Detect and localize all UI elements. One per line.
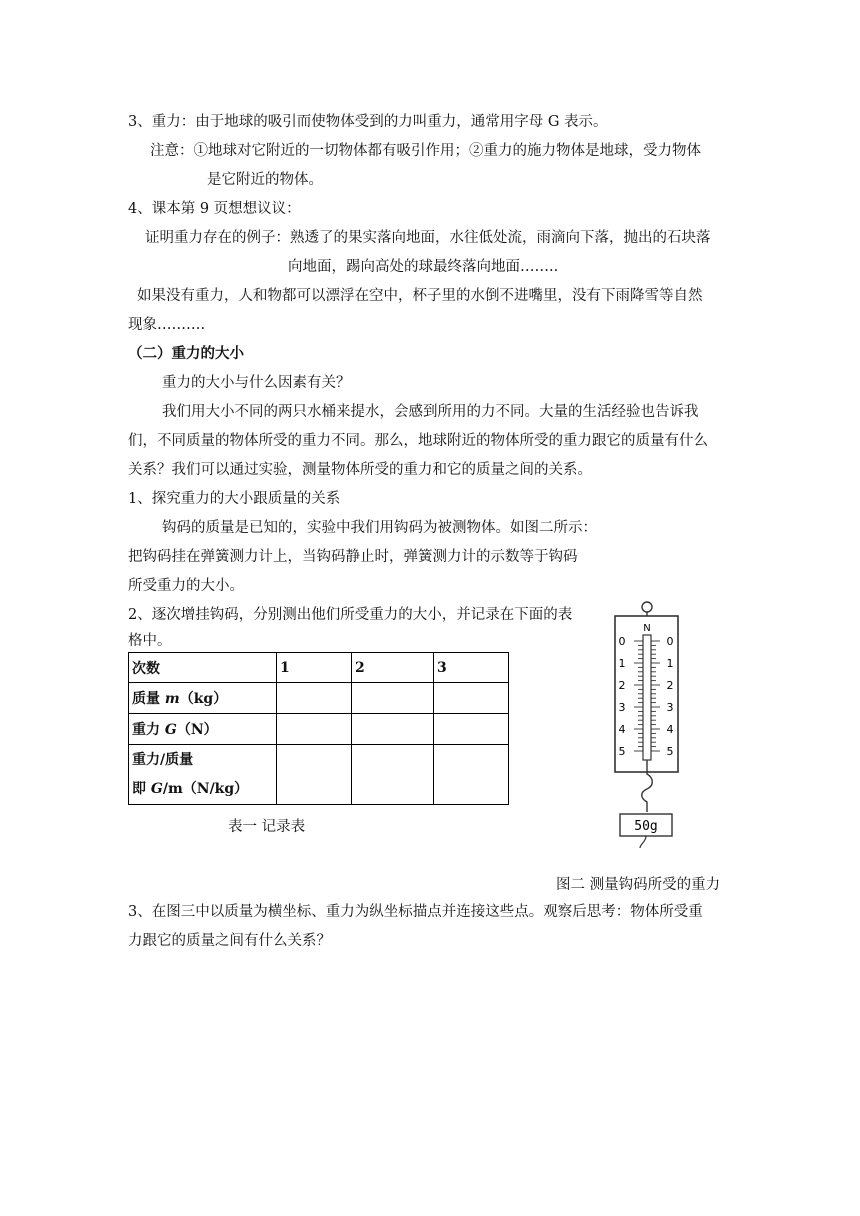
paragraph-step1: 1、探究重力的大小跟质量的关系 [128,491,341,507]
label-text: 重力/质量 [132,751,194,768]
paragraph-buckets: 我们用大小不同的两只水桶来提水，会感到所用的力不同。大量的生活经验也告诉我 [162,404,699,420]
paragraph-step3-cont: 力跟它的质量之间有什么关系？ [128,933,331,949]
tick-label: 1 [666,657,674,670]
weight-label: 50g [634,819,658,834]
paragraph-examples: 证明重力存在的例子：熟透了的果实落向地面，水往低处流，雨滴向下落，抛出的石块落 [145,230,711,246]
table-row-label [129,683,277,714]
paragraph-examples-cont: 向地面，踢向高处的球最终落向地面…….. [288,259,559,275]
table-cell[interactable] [352,714,434,745]
paragraph-step3: 3、在图三中以质量为横坐标、重力为纵坐标描点并连接这些点。观察后思考：物体所受重 [128,904,703,920]
table-cell[interactable] [434,683,509,714]
table-header-cell: 1 [277,653,352,683]
table-row [129,653,509,683]
label-text: 质量 [132,691,165,707]
table-header-cell: 3 [434,653,509,683]
tick-label: 5 [618,745,626,758]
figure-caption: 图二 测量钩码所受的重力 [556,877,721,893]
table-header-cell: 次数 [129,653,277,683]
tick-label: 2 [618,679,626,692]
paragraph-textbook-ref: 4、课本第 9 页想想议议： [128,201,301,217]
paragraph-step2: 2、逐次增挂钩码，分别测出他们所受重力的大小，并记录在下面的表 [128,607,573,623]
variable-g: G [164,722,177,738]
table-caption: 表一 记录表 [228,819,306,835]
unit-label: N [643,623,651,634]
table-row [129,683,509,714]
table-row-label [129,714,277,745]
unit-text: （N） [176,722,218,738]
table-cell[interactable] [277,683,352,714]
table-cell[interactable] [277,745,352,805]
table-row-label [129,745,277,805]
paragraph-buckets-cont2: 关系？我们可以通过实验，测量物体所受的重力和它的质量之间的关系。 [128,462,592,478]
label-text: 重力 [132,722,165,738]
label-prefix: 即 [132,780,151,797]
tick-label: 3 [618,701,626,714]
paragraph-question: 重力的大小与什么因素有关？ [162,375,351,391]
table-cell[interactable] [434,745,509,805]
variable-g: G [150,780,163,797]
section-heading: （二）重力的大小 [128,345,244,362]
table-header-cell: 2 [352,653,434,683]
paragraph-gravity-definition: 3、重力：由于地球的吸引而使物体受到的力叫重力，通常用字母 G 表示。 [128,114,608,130]
table-cell[interactable] [352,745,434,805]
table-row [129,714,509,745]
paragraph-note-cont: 是它附近的物体。 [207,172,323,188]
spring-column [643,635,651,760]
paragraph-step2-cont: 格中。 [128,633,172,649]
table-cell[interactable] [277,714,352,745]
tick-label: 2 [666,679,674,692]
paragraph-no-gravity: 如果没有重力，人和物都可以漂浮在空中，杯子里的水倒不进嘴里，没有下雨降雪等自然 [137,288,703,304]
variable-m: m [164,691,180,707]
paragraph-hook-weight: 钩码的质量是已知的，实验中我们用钩码为被测物体。如图二所示： [162,520,597,536]
paragraph-hook-weight-cont2: 所受重力的大小。 [128,578,244,594]
table-row [129,745,509,805]
unit-text: （kg） [179,691,228,707]
top-ring [642,602,652,612]
table-cell[interactable] [352,683,434,714]
tick-label: 4 [666,723,674,736]
spring-scale-figure [600,598,710,848]
record-table [128,652,509,805]
paragraph-no-gravity-cont: 现象………. [128,317,206,333]
tick-label: 0 [618,635,626,648]
unit-text: /m（N/kg） [162,780,249,797]
paragraph-note: 注意：①地球对它附近的一切物体都有吸引作用；②重力的施力物体是地球，受力物体 [150,143,701,159]
paragraph-hook-weight-cont1: 把钩码挂在弹簧测力计上，当钩码静止时，弹簧测力计的示数等于钩码 [128,549,578,565]
tick-label: 4 [618,723,626,736]
paragraph-buckets-cont1: 们，不同质量的物体所受的重力不同。那么，地球附近的物体所受的重力跟它的质量有什么 [128,433,708,449]
tick-label: 5 [666,745,674,758]
table-cell[interactable] [434,714,509,745]
weight-hook [640,836,646,848]
tick-label: 0 [666,635,674,648]
label-text-2 [132,775,273,804]
tick-label: 1 [618,657,626,670]
tick-label: 3 [666,701,674,714]
